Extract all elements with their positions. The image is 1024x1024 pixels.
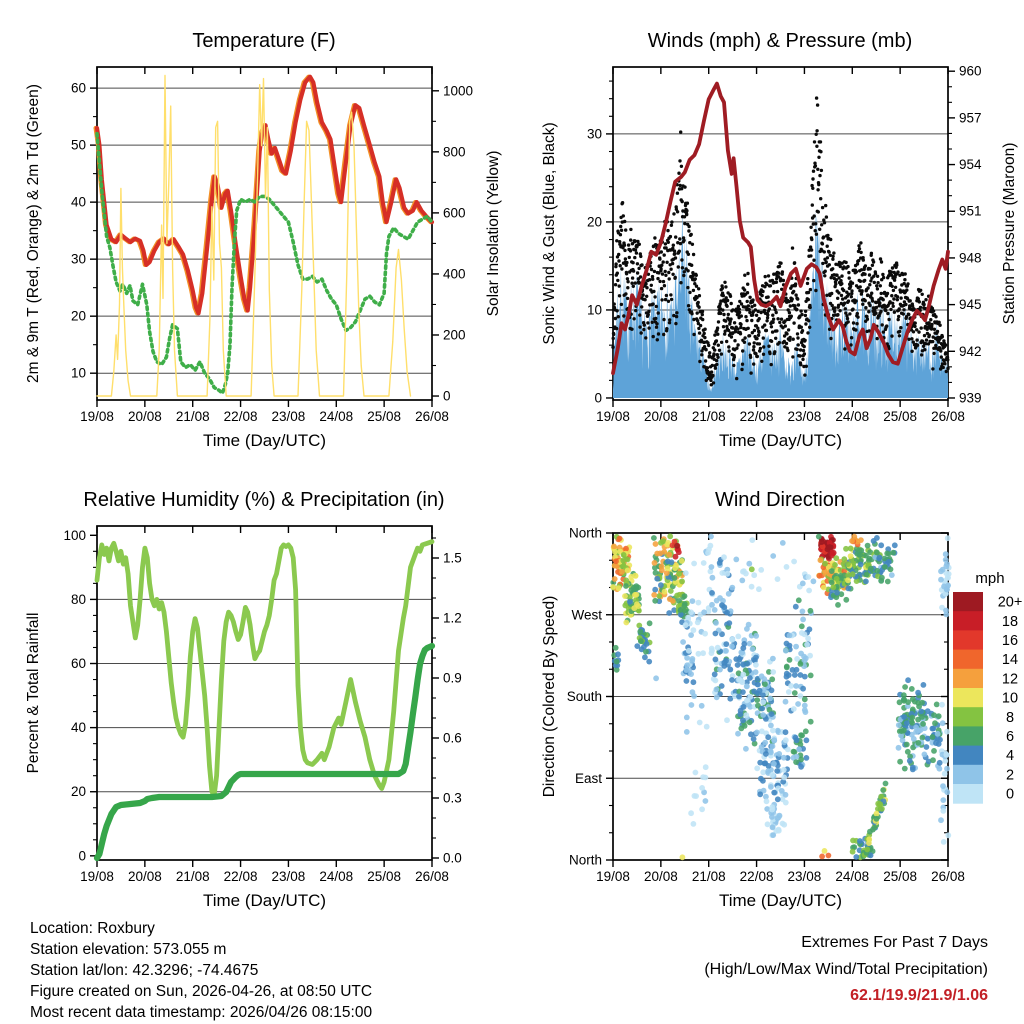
svg-text:Time (Day/UTC): Time (Day/UTC)	[718, 891, 843, 910]
svg-text:2m & 9m T (Red, Orange) & 2m T: 2m & 9m T (Red, Orange) & 2m Td (Green)	[25, 84, 42, 383]
svg-text:22/08: 22/08	[739, 409, 774, 424]
svg-text:6: 6	[1005, 729, 1015, 745]
svg-text:22/08: 22/08	[739, 869, 774, 884]
svg-text:23/08: 23/08	[271, 869, 306, 884]
svg-text:19/08: 19/08	[80, 869, 114, 884]
svg-text:0: 0	[443, 388, 451, 404]
extremes-values: 62.1/19.9/21.9/1.06	[850, 987, 988, 1004]
svg-text:21/08: 21/08	[175, 409, 210, 424]
svg-text:Station Pressure (Maroon): Station Pressure (Maroon)	[1001, 142, 1018, 325]
svg-text:1.2: 1.2	[443, 610, 462, 626]
humidity-series	[97, 542, 432, 858]
svg-text:25/08: 25/08	[367, 409, 402, 424]
svg-text:800: 800	[443, 144, 466, 160]
svg-text:1.5: 1.5	[443, 550, 462, 566]
extremes-summary	[704, 930, 988, 1010]
svg-text:Time (Day/UTC): Time (Day/UTC)	[202, 431, 327, 450]
figure-created-timestamp: Figure created on Sun, 2026-04-26, at 08:50 UTC	[30, 983, 373, 1000]
svg-text:957: 957	[959, 110, 982, 126]
svg-text:30: 30	[70, 251, 86, 267]
station-elevation: Station elevation: 573.055 m	[30, 941, 227, 958]
svg-text:948: 948	[959, 250, 982, 266]
temperature-series	[96, 76, 432, 397]
svg-text:Winds (mph) & Pressure (mb): Winds (mph) & Pressure (mb)	[647, 30, 913, 52]
svg-text:100: 100	[63, 527, 86, 543]
svg-text:Solar Insolation (Yellow): Solar Insolation (Yellow)	[485, 150, 502, 317]
station-info	[30, 918, 372, 1023]
svg-text:23/08: 23/08	[787, 869, 822, 884]
svg-text:14: 14	[1001, 652, 1019, 669]
svg-text:21/08: 21/08	[175, 869, 210, 884]
svg-text:25/08: 25/08	[883, 409, 918, 424]
svg-text:60: 60	[70, 656, 86, 672]
svg-text:North: North	[568, 852, 602, 868]
svg-text:951: 951	[959, 203, 982, 219]
humidity-series-total-rainfall	[97, 646, 432, 858]
svg-text:Direction (Colored By Speed): Direction (Colored By Speed)	[541, 595, 558, 798]
svg-text:10: 10	[586, 302, 602, 318]
svg-text:23/08: 23/08	[787, 409, 822, 424]
svg-text:2: 2	[1005, 767, 1015, 784]
svg-text:12: 12	[1001, 671, 1019, 688]
svg-text:960: 960	[959, 63, 982, 79]
svg-text:18: 18	[1001, 613, 1019, 630]
svg-text:20+: 20+	[997, 594, 1023, 611]
svg-text:400: 400	[443, 266, 466, 282]
svg-text:954: 954	[959, 157, 982, 173]
station-location: Location: Roxbury	[30, 920, 155, 937]
svg-text:40: 40	[70, 194, 86, 210]
svg-text:0.3: 0.3	[443, 790, 462, 806]
svg-text:40: 40	[70, 720, 86, 736]
svg-text:0: 0	[1005, 786, 1015, 803]
temperature-chart	[0, 0, 512, 480]
svg-text:0.9: 0.9	[443, 670, 462, 686]
svg-text:4: 4	[1005, 748, 1015, 765]
svg-text:26/08: 26/08	[931, 869, 965, 884]
svg-text:mph: mph	[975, 570, 1005, 587]
svg-text:24/08: 24/08	[319, 869, 354, 884]
svg-text:10: 10	[70, 365, 86, 381]
svg-text:50: 50	[70, 137, 86, 153]
svg-text:Wind Direction: Wind Direction	[714, 489, 846, 511]
svg-text:19/08: 19/08	[596, 869, 630, 884]
svg-text:20: 20	[586, 214, 602, 230]
svg-text:Time (Day/UTC): Time (Day/UTC)	[202, 891, 327, 910]
svg-text:0: 0	[78, 848, 86, 864]
svg-text:60: 60	[70, 80, 86, 96]
svg-text:20/08: 20/08	[643, 869, 678, 884]
svg-text:26/08: 26/08	[931, 409, 965, 424]
svg-text:26/08: 26/08	[415, 409, 449, 424]
most-recent-data-timestamp: Most recent data timestamp: 2026/04/26 08:15:00	[30, 1004, 373, 1021]
svg-text:20/08: 20/08	[127, 869, 162, 884]
svg-text:24/08: 24/08	[835, 409, 870, 424]
svg-text:Percent & Total Rainfall: Percent & Total Rainfall	[25, 612, 42, 774]
humidity-series-relative-humidity	[97, 542, 432, 795]
speed-colorbar-legend	[953, 570, 1022, 804]
svg-text:942: 942	[959, 343, 982, 359]
svg-text:Temperature (F): Temperature (F)	[192, 30, 336, 52]
svg-text:North: North	[568, 525, 602, 541]
svg-text:20: 20	[70, 784, 86, 800]
svg-text:30: 30	[586, 126, 602, 142]
winds-series	[611, 84, 949, 398]
extremes-subtitle: (High/Low/Max Wind/Total Precipitation)	[704, 960, 988, 978]
svg-text:0: 0	[594, 390, 602, 406]
svg-text:945: 945	[959, 297, 982, 313]
svg-text:25/08: 25/08	[367, 869, 402, 884]
svg-text:1000: 1000	[443, 83, 474, 99]
svg-text:8: 8	[1005, 709, 1015, 726]
svg-text:16: 16	[1001, 633, 1019, 649]
svg-text:10: 10	[1001, 690, 1019, 707]
svg-text:19/08: 19/08	[80, 409, 114, 424]
svg-text:939: 939	[959, 390, 982, 406]
svg-text:20: 20	[70, 308, 86, 324]
svg-text:24/08: 24/08	[319, 409, 354, 424]
svg-text:22/08: 22/08	[223, 409, 258, 424]
svg-text:19/08: 19/08	[596, 409, 630, 424]
svg-text:Time (Day/UTC): Time (Day/UTC)	[718, 431, 843, 450]
svg-text:80: 80	[70, 591, 86, 607]
svg-text:Sonic Wind & Gust (Blue, Black: Sonic Wind & Gust (Blue, Black)	[541, 122, 558, 345]
svg-text:East: East	[574, 770, 602, 786]
svg-text:600: 600	[443, 205, 466, 221]
svg-text:200: 200	[443, 327, 466, 343]
svg-text:21/08: 21/08	[691, 409, 726, 424]
svg-text:26/08: 26/08	[415, 869, 449, 884]
svg-text:24/08: 24/08	[835, 869, 870, 884]
svg-text:20/08: 20/08	[643, 409, 678, 424]
svg-text:21/08: 21/08	[691, 869, 726, 884]
winds-pressure-chart	[512, 0, 1024, 480]
svg-text:20/08: 20/08	[127, 409, 162, 424]
station-latlon: Station lat/lon: 42.3296; -74.4675	[30, 962, 259, 979]
svg-text:West: West	[571, 607, 602, 623]
svg-text:0.0: 0.0	[443, 850, 462, 866]
svg-text:Relative Humidity (%) & Precip: Relative Humidity (%) & Precipitation (in)	[83, 489, 445, 511]
svg-text:25/08: 25/08	[883, 869, 918, 884]
svg-text:South: South	[566, 689, 602, 704]
svg-text:23/08: 23/08	[271, 409, 306, 424]
svg-text:0.6: 0.6	[443, 730, 462, 746]
svg-text:22/08: 22/08	[223, 869, 258, 884]
extremes-title: Extremes For Past 7 Days	[801, 934, 988, 951]
